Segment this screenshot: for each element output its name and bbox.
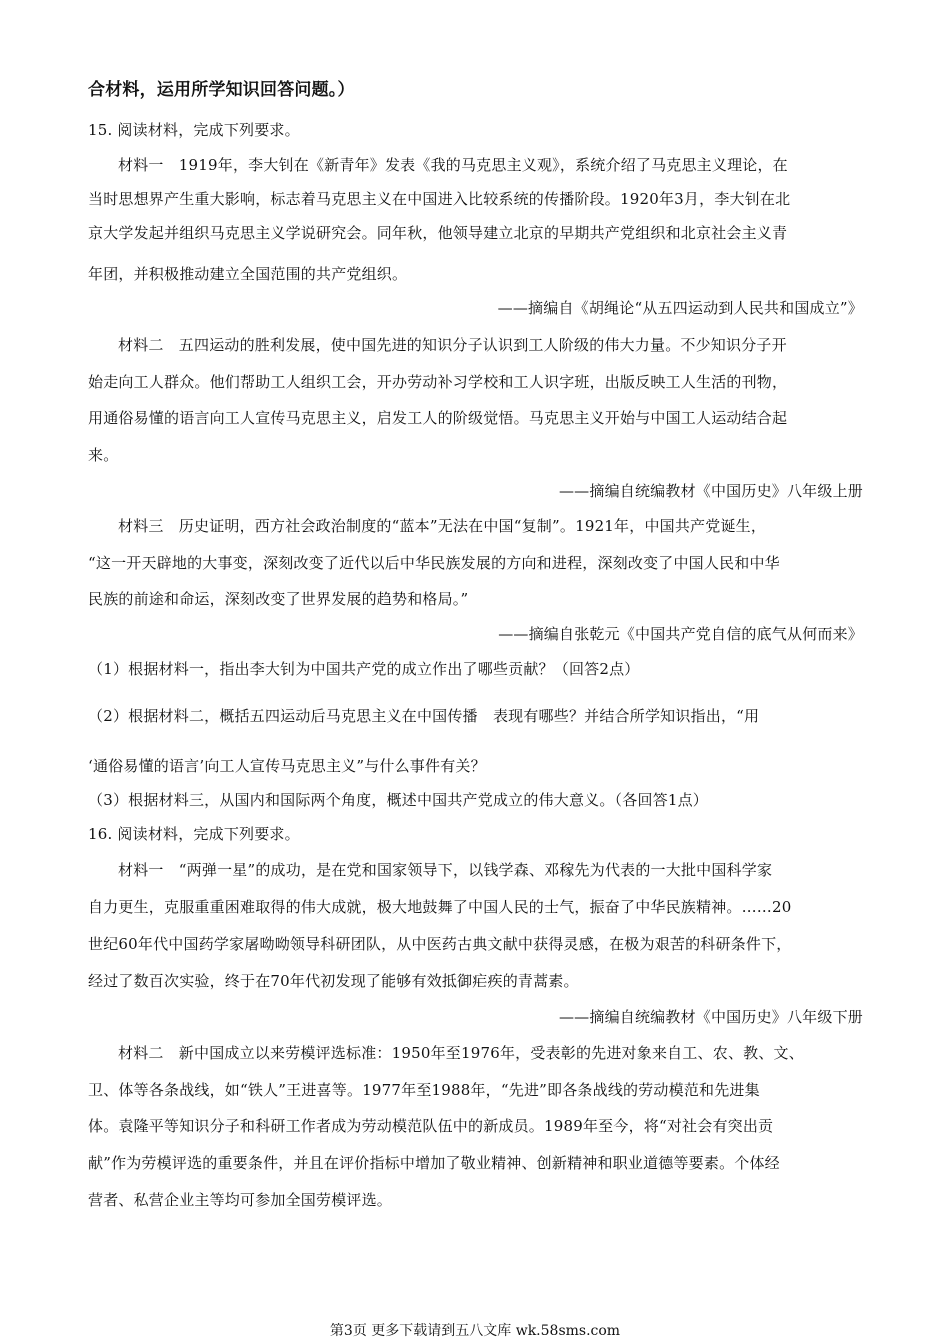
q15-question-1: （1）根据材料一，指出李大钊为中国共产党的成立作出了哪些贡献？（回答2点） <box>88 660 640 678</box>
q15-material3-line: 民族的前途和命运，深刻改变了世界发展的趋势和格局。” <box>88 590 469 608</box>
q16-material1-source: ——摘编自统编教材《中国历史》八年级下册 <box>558 1008 863 1026</box>
q15-material2-line: 用通俗易懂的语言向工人宣传马克思主义，启发工人的阶级觉悟。马克思主义开始与中国工人运动结合起 <box>88 409 788 427</box>
q15-material1-line: 材料一 1919年，李大钊在《新青年》发表《我的马克思主义观》，系统介绍了马克思主义理论，在 <box>118 156 788 174</box>
q16-material1-line: 材料一 “两弹一星”的成功，是在党和国家领导下，以钱学森、邓稼先为代表的一大批中国科学家 <box>118 861 773 879</box>
q16-material1-line: 自力更生，克服重重困难取得的伟大成就，极大地鼓舞了中国人民的士气，振奋了中华民族精神。……20 <box>88 898 792 916</box>
q16-material2-line: 卫、体等各条战线，如“铁人”王进喜等。1977年至1988年，“先进”即各条战线的劳动模范和先进集 <box>88 1081 760 1099</box>
q15-material2-line: 始走向工人群众。他们帮助工人组织工会，开办劳动补习学校和工人识字班，出版反映工人生活的刊物， <box>88 373 788 391</box>
header-instruction: 合材料，运用所学知识回答问题。） <box>88 80 355 100</box>
q15-material1-line: 当时思想界产生重大影响，标志着马克思主义在中国进入比较系统的传播阶段。1920年3月，李大钊在北 <box>88 190 791 208</box>
q15-material2-source: ——摘编自统编教材《中国历史》八年级上册 <box>558 482 863 500</box>
q15-material1-source: ——摘编自《胡绳论“从五四运动到人民共和国成立”》 <box>497 299 863 317</box>
page-footer: 第3页 更多下载请到五八文库 wk.58sms.com <box>329 1323 621 1339</box>
q15-material2-line: 来。 <box>88 446 119 464</box>
q16-material2-line: 营者、私营企业主等均可参加全国劳模评选。 <box>88 1191 393 1209</box>
q15-material2-line: 材料二 五四运动的胜利发展，使中国先进的知识分子认识到工人阶级的伟大力量。不少知识分子开 <box>118 336 787 354</box>
q16-material2-line: 体。袁隆平等知识分子和科研工作者成为劳动模范队伍中的新成员。1989年至今，将“对社会有突出贡 <box>88 1117 774 1135</box>
q16-material2-line: 材料二 新中国成立以来劳模评选标准：1950年至1976年，受表彰的先进对象来自工、农、教、文、 <box>118 1044 804 1062</box>
q15-question-2: （2）根据材料二，概括五四运动后马克思主义在中国传播 表现有哪些？并结合所学知识指出，“用 <box>88 707 760 725</box>
q15-material1-line: 年团，并积极推动建立全国范围的共产党组织。 <box>88 265 408 283</box>
q15-question-3: （3）根据材料三，从国内和国际两个角度，概述中国共产党成立的伟大意义。（各回答1点） <box>88 791 708 809</box>
q15-material1-line: 京大学发起并组织马克思主义学说研究会。同年秋，他领导建立北京的早期共产党组织和北京社会主义青 <box>88 224 788 242</box>
q15-title: 15. 阅读材料，完成下列要求。 <box>88 121 300 139</box>
q16-material1-line: 经过了数百次实验，终于在70年代初发现了能够有效抵御疟疾的青蒿素。 <box>88 972 579 990</box>
q15-question-2-cont: ‘通俗易懂的语言’向工人宣传马克思主义”与什么事件有关？ <box>88 757 486 775</box>
q16-title: 16. 阅读材料，完成下列要求。 <box>88 825 300 843</box>
q16-material1-line: 世纪60年代中国药学家屠呦呦领导科研团队，从中医药古典文献中获得灵感，在极为艰苦的科研条件下， <box>88 935 792 953</box>
q16-material2-line: 献”作为劳模评选的重要条件，并且在评价指标中增加了敬业精神、创新精神和职业道德等要素。个体经 <box>88 1154 780 1172</box>
q15-material3-line: “这一开天辟地的大事变，深刻改变了近代以后中华民族发展的方向和进程，深刻改变了中国人民和中华 <box>88 554 780 572</box>
q15-material3-source: ——摘编自张乾元《中国共产党自信的底气从何而来》 <box>498 625 863 643</box>
q15-material3-line: 材料三 历史证明，西方社会政治制度的“蓝本”无法在中国“复制”。1921年，中国共产党诞生， <box>118 517 767 535</box>
